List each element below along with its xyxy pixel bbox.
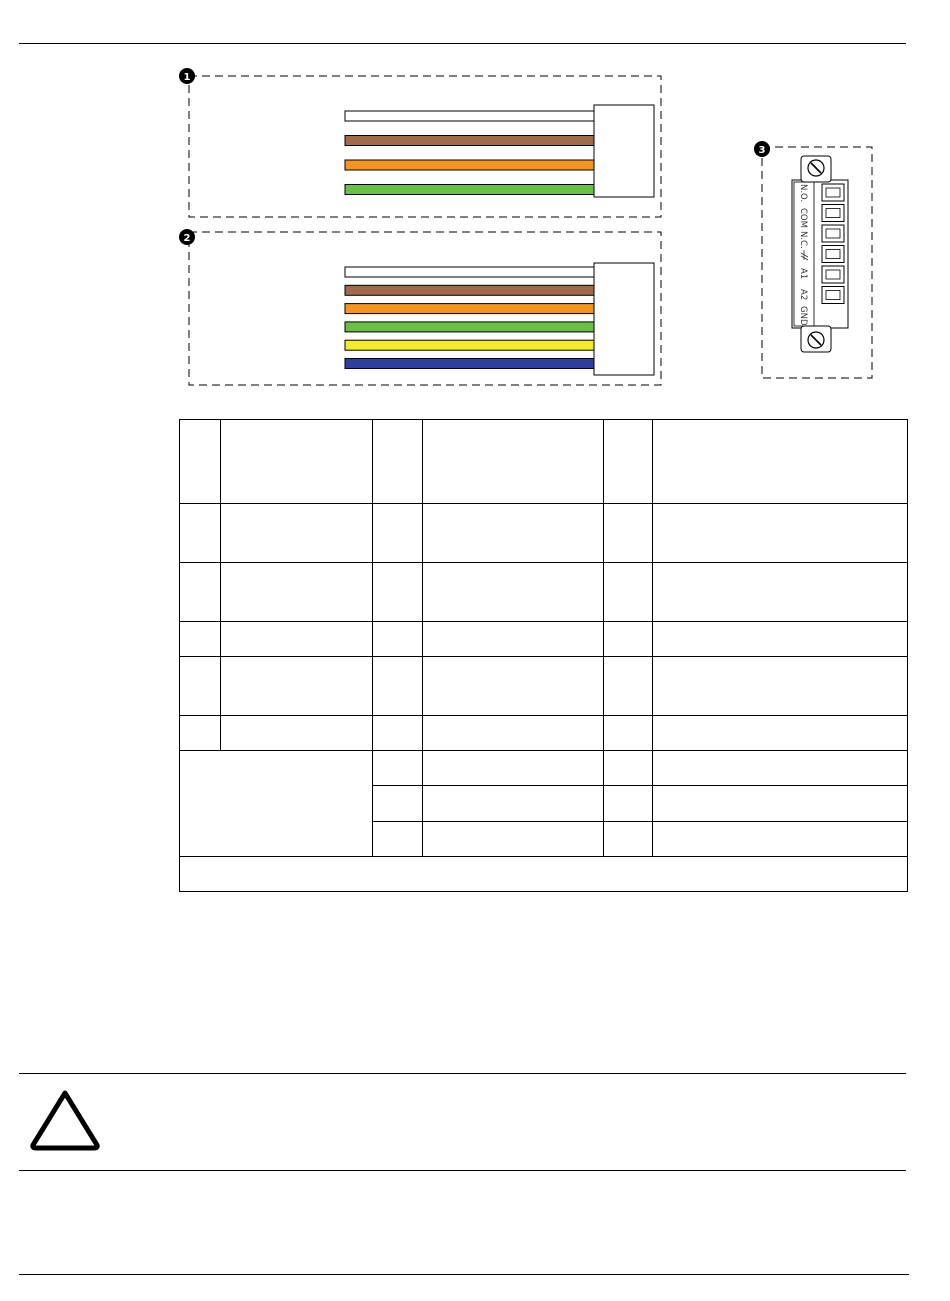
table-row bbox=[180, 657, 908, 716]
table-cell bbox=[221, 622, 373, 657]
table-cell bbox=[604, 622, 653, 657]
callout-3-label: 3 bbox=[758, 145, 766, 156]
table-row bbox=[180, 751, 908, 786]
table-cell bbox=[423, 786, 604, 822]
terminal-label-com: COM bbox=[798, 208, 808, 228]
terminal-socket bbox=[822, 287, 844, 304]
table-cell bbox=[604, 751, 653, 786]
connector-2-wires bbox=[345, 267, 594, 369]
table-cell bbox=[221, 420, 373, 504]
caution-bottom-rule bbox=[19, 1170, 906, 1171]
table-cell bbox=[423, 420, 604, 504]
table-cell bbox=[604, 822, 653, 857]
terminal-label-nc: N.C. bbox=[798, 231, 808, 249]
connector-1-wires bbox=[345, 111, 594, 195]
terminal-label-gnd: GND bbox=[798, 306, 808, 326]
connector-2-wire-6 bbox=[345, 359, 594, 369]
table-cell bbox=[604, 716, 653, 751]
table-merged-cell bbox=[180, 751, 373, 857]
table-cell bbox=[653, 786, 908, 822]
table-header-row bbox=[180, 420, 908, 504]
table-cell bbox=[373, 657, 423, 716]
bottom-screw-icon bbox=[808, 332, 824, 348]
table-cell bbox=[423, 504, 604, 563]
connector-2-wire-2 bbox=[345, 285, 594, 295]
caution-top-rule bbox=[19, 1073, 906, 1074]
table-cell bbox=[180, 563, 221, 622]
table-cell bbox=[653, 563, 908, 622]
table-row bbox=[180, 716, 908, 751]
terminal-block bbox=[792, 156, 848, 352]
connector-2-wire-5 bbox=[345, 340, 594, 350]
table-footer-row bbox=[180, 857, 908, 892]
table-cell bbox=[180, 716, 221, 751]
table-footnote-cell bbox=[180, 857, 908, 892]
terminal-label-a2: A2 bbox=[798, 289, 808, 301]
connector-2-wire-1 bbox=[345, 267, 594, 277]
terminal-socket bbox=[822, 246, 844, 263]
table-cell bbox=[373, 716, 423, 751]
table-row bbox=[180, 504, 908, 563]
wiring-diagram bbox=[0, 0, 950, 400]
table-cell bbox=[180, 657, 221, 716]
table-cell bbox=[373, 420, 423, 504]
table-cell bbox=[423, 822, 604, 857]
table-cell bbox=[180, 504, 221, 563]
table-cell bbox=[604, 420, 653, 504]
table-cell bbox=[423, 657, 604, 716]
footer-rule bbox=[19, 1274, 909, 1275]
table-cell bbox=[221, 563, 373, 622]
table-cell bbox=[604, 786, 653, 822]
terminal-socket bbox=[822, 266, 844, 283]
table-cell bbox=[653, 420, 908, 504]
callout-2-label: 2 bbox=[183, 233, 191, 244]
table-cell bbox=[423, 622, 604, 657]
connector-1-wire-2 bbox=[345, 136, 594, 146]
table-cell bbox=[221, 504, 373, 563]
table-cell bbox=[180, 622, 221, 657]
connector-1-wire-4 bbox=[345, 185, 594, 195]
table-cell bbox=[221, 657, 373, 716]
table-cell bbox=[373, 786, 423, 822]
table-cell bbox=[604, 563, 653, 622]
callout-1-label: 1 bbox=[183, 72, 191, 83]
table-row bbox=[180, 622, 908, 657]
connector-1-wire-1 bbox=[345, 111, 594, 121]
table-cell bbox=[423, 716, 604, 751]
table-row bbox=[180, 563, 908, 622]
table-cell bbox=[373, 622, 423, 657]
table-cell bbox=[373, 563, 423, 622]
connector-1-outline bbox=[189, 76, 661, 217]
table-cell bbox=[373, 751, 423, 786]
table-cell bbox=[221, 716, 373, 751]
connector-2-wire-3 bbox=[345, 304, 594, 314]
top-screw-icon bbox=[808, 160, 824, 176]
terminal-socket bbox=[822, 184, 844, 201]
table-cell bbox=[604, 504, 653, 563]
table-cell bbox=[180, 420, 221, 504]
connector-1-plug bbox=[594, 105, 654, 197]
wiring-table bbox=[179, 419, 908, 892]
connector-1-wire-3 bbox=[345, 160, 594, 170]
terminal-label-no: N.O. bbox=[798, 184, 808, 203]
table-cell bbox=[653, 716, 908, 751]
table-cell bbox=[653, 751, 908, 786]
table-cell bbox=[653, 657, 908, 716]
terminal-socket bbox=[822, 205, 844, 222]
table-cell bbox=[653, 822, 908, 857]
table-cell bbox=[653, 622, 908, 657]
terminal-socket bbox=[822, 225, 844, 242]
connector-2-plug bbox=[594, 263, 654, 375]
table-cell bbox=[423, 751, 604, 786]
terminal-label-a1: A1 bbox=[798, 268, 808, 280]
table-cell bbox=[604, 657, 653, 716]
table-cell bbox=[373, 822, 423, 857]
table-cell bbox=[423, 563, 604, 622]
caution-triangle-icon bbox=[28, 1088, 102, 1152]
connector-2-wire-4 bbox=[345, 322, 594, 332]
table-cell bbox=[373, 504, 423, 563]
table-cell bbox=[653, 504, 908, 563]
